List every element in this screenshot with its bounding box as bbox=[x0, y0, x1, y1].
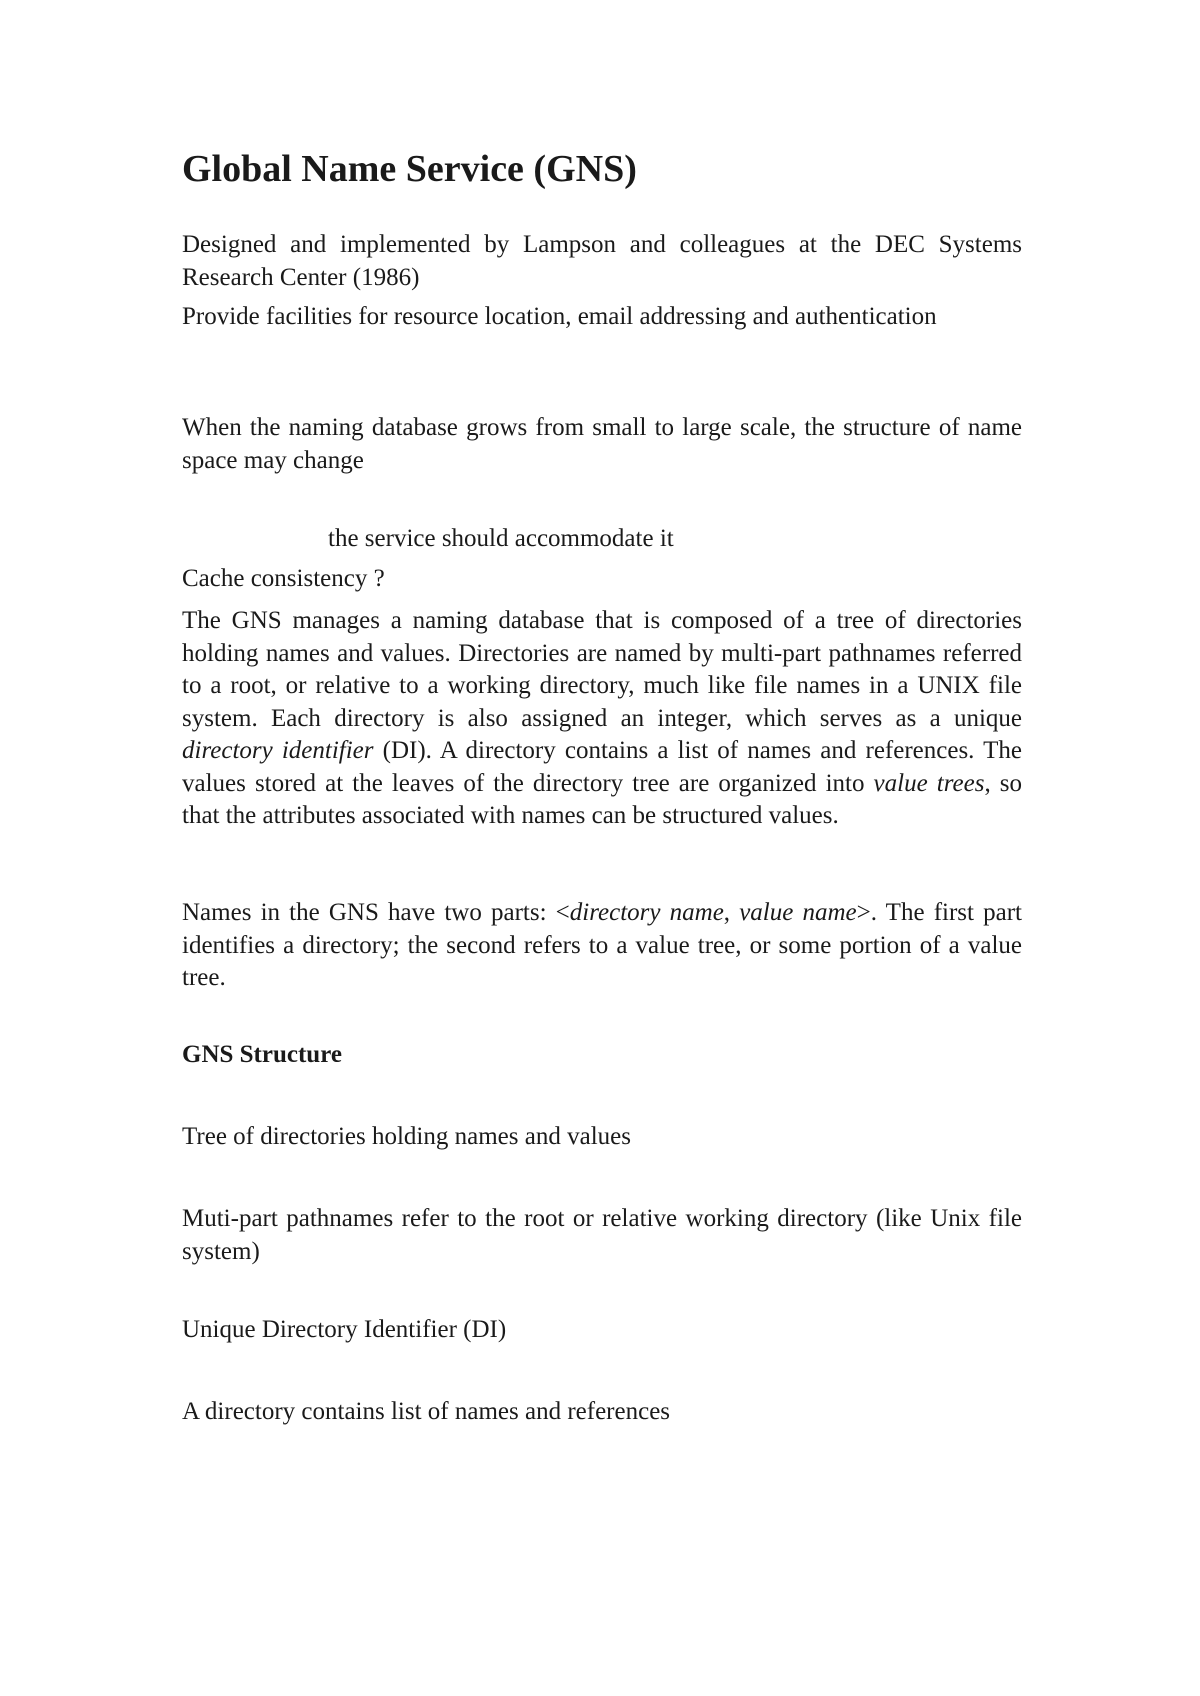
term-directory-identifier: directory identifier bbox=[182, 737, 374, 764]
paragraph-unique-di: Unique Directory Identifier (DI) bbox=[182, 1316, 507, 1343]
term-value-name: value name bbox=[739, 899, 857, 926]
paragraph-directory-contains: A directory contains list of names and references bbox=[182, 1398, 671, 1425]
text-run: , so that the attributes associated with names can be structured values. bbox=[182, 769, 1022, 829]
text-run: Names in the GNS have two parts: < bbox=[182, 899, 570, 926]
term-directory-name: directory name bbox=[569, 899, 724, 926]
paragraph-gns-manages bbox=[182, 605, 1022, 833]
text-run: (DI). A directory contains a list of names and references. The values stored at the leaves of the directory tree are organized into bbox=[182, 737, 1022, 797]
paragraph-cache: Cache consistency ? bbox=[182, 565, 385, 592]
paragraph-multipart: Muti-part pathnames refer to the root or relative working directory (like Unix file system) bbox=[182, 1205, 1022, 1265]
document-page bbox=[182, 0, 1022, 1696]
paragraph-tree: Tree of directories holding names and values bbox=[182, 1123, 631, 1150]
text-run: >. The first part identifies a directory; the second refers to a value tree, or some portion of a value tree. bbox=[182, 899, 1022, 991]
page-title: Global Name Service (GNS) bbox=[182, 148, 637, 190]
section-heading-gns-structure: GNS Structure bbox=[182, 1041, 342, 1068]
paragraph-designed: Designed and implemented by Lampson and colleagues at the DEC Systems Research Center (1986) bbox=[182, 231, 1022, 291]
paragraph-names bbox=[182, 897, 1022, 995]
paragraph-service: the service should accommodate it bbox=[328, 525, 674, 552]
paragraph-provide: Provide facilities for resource location, email addressing and authentication bbox=[182, 303, 937, 330]
text-run: , bbox=[723, 899, 740, 926]
term-value-trees: value trees bbox=[873, 769, 985, 797]
text-run: The GNS manages a naming database that is composed of a tree of directories holding names and values. Directories are named by multi-part pathnames referred to a root, or relative to a working directory, much like file names in a UNIX file system. Each directory is also assigned an integer, which serves as a unique bbox=[182, 607, 1022, 732]
paragraph-when: When the naming database grows from small to large scale, the structure of name space may change bbox=[182, 414, 1022, 474]
